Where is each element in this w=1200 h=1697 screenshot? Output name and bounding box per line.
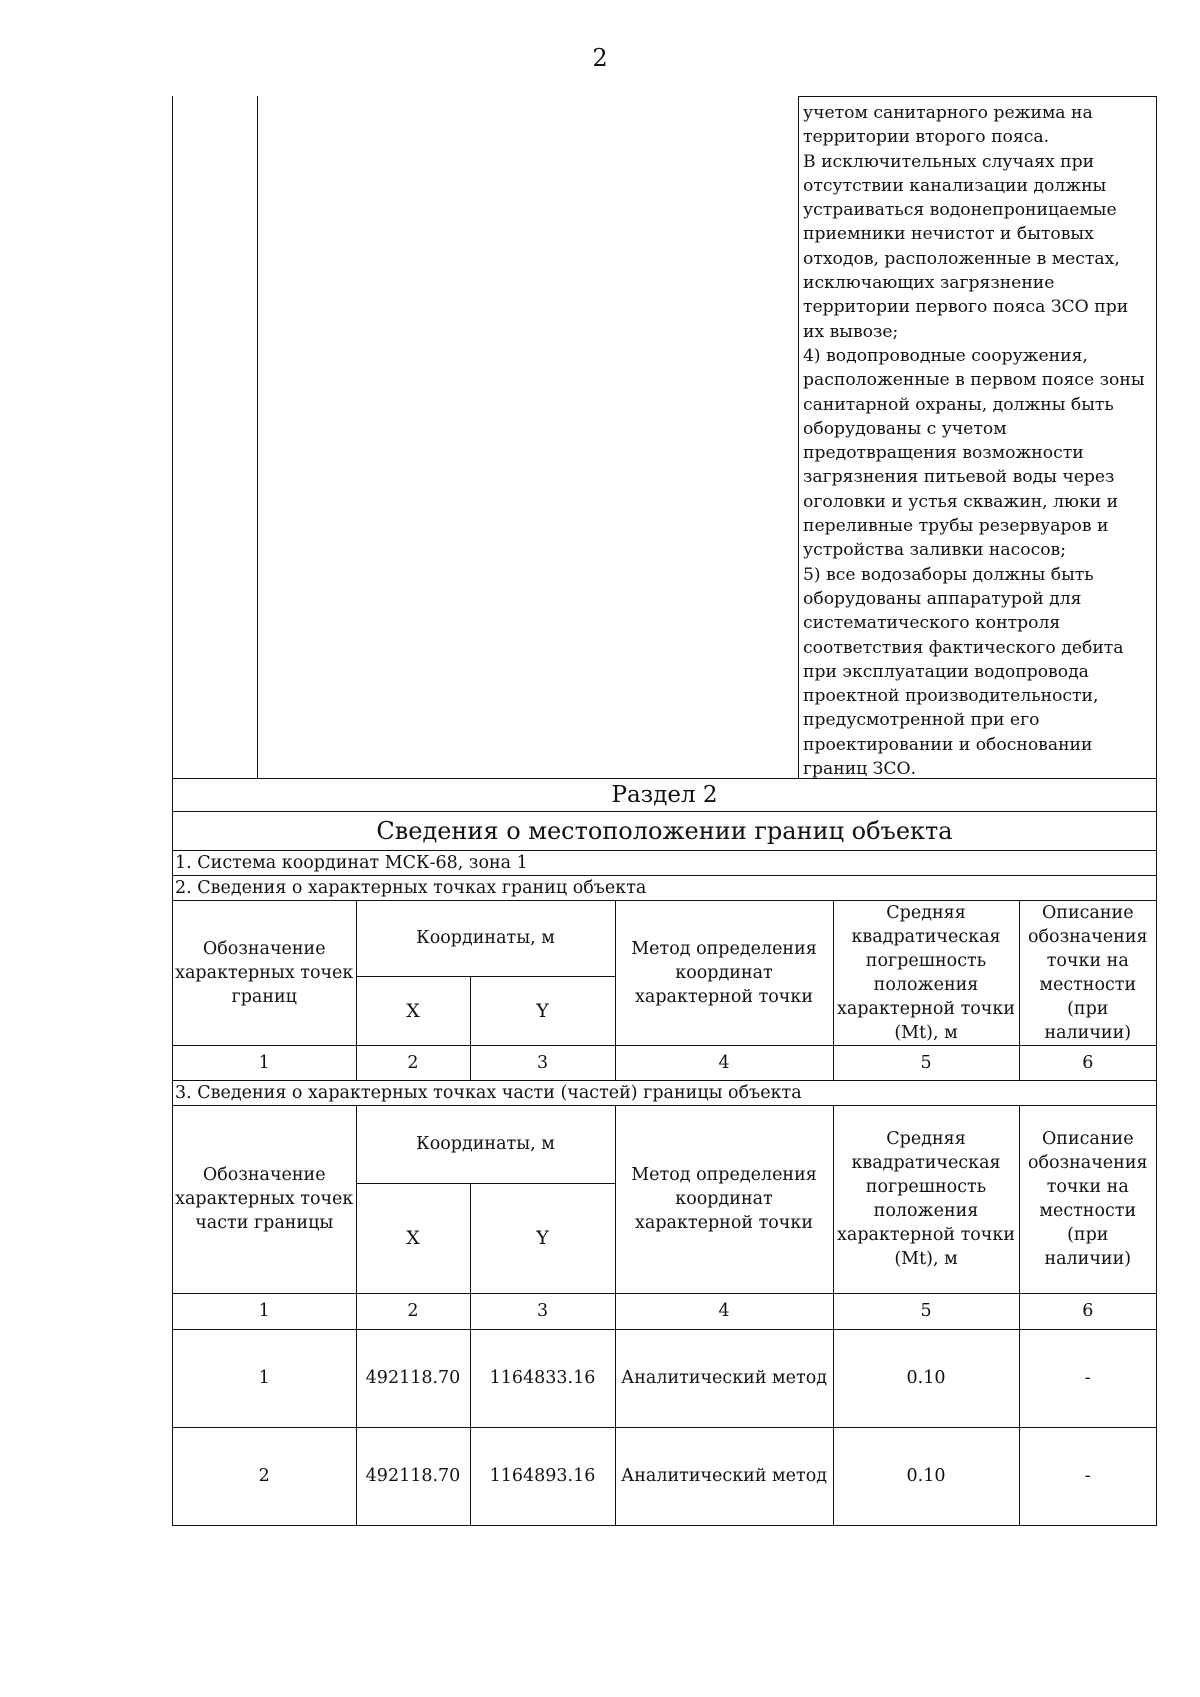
document-table	[172, 96, 1157, 1526]
table2-title: 3. Сведения о характерных точках части (частей) границы объекта	[173, 1080, 1156, 1105]
part-boundary-points-table	[173, 1105, 1156, 1526]
col-number: 1	[173, 1293, 356, 1329]
empty-cell-number	[173, 96, 258, 778]
empty-cell-name	[258, 96, 799, 778]
header-desc: Описание обозначения точки на местности (при наличии)	[1019, 901, 1156, 1046]
point-id: 2	[173, 1427, 356, 1525]
continuation-block	[172, 96, 1157, 778]
col-number: 1	[173, 1046, 356, 1080]
col-number: 6	[1019, 1046, 1156, 1080]
header-y: Y	[470, 976, 615, 1045]
header-point: Обозначение характерных точек границ	[173, 901, 356, 1046]
table-row	[173, 1427, 1156, 1525]
point-error: 0.10	[833, 1329, 1019, 1427]
col-number: 2	[356, 1293, 470, 1329]
header-desc: Описание обозначения точки на местности (при наличии)	[1019, 1105, 1156, 1293]
point-method: Аналитический метод	[615, 1329, 833, 1427]
col-number: 6	[1019, 1293, 1156, 1329]
section-2	[172, 778, 1157, 1526]
table-row	[173, 1329, 1156, 1427]
col-number: 3	[470, 1293, 615, 1329]
header-coords: Координаты, м	[356, 901, 615, 977]
continuation-text	[799, 96, 1157, 778]
section-subtitle: Сведения о местоположении границ объекта	[173, 811, 1156, 850]
point-desc: -	[1019, 1427, 1156, 1525]
col-number: 5	[833, 1293, 1019, 1329]
boundary-points-table	[173, 900, 1156, 1080]
header-coords: Координаты, м	[356, 1105, 615, 1183]
header-y: Y	[470, 1183, 615, 1293]
header-error: Средняя квадратическая погрешность положения характерной точки (Mt), м	[833, 1105, 1019, 1293]
header-point: Обозначение характерных точек части границы	[173, 1105, 356, 1293]
col-number: 4	[615, 1046, 833, 1080]
text-paragraph: В исключительных случаях при отсутствии канализации должны устраиваться водонепроницаемые приемники нечистот и бытовых отходов, расположенные в местах, исключающих загрязнение территории первого пояса ЗСО при их вывозе;	[803, 151, 1129, 342]
col-number: 4	[615, 1293, 833, 1329]
text-paragraph: 5) все водозаборы должны быть оборудованы аппаратурой для систематического контроля соответствия фактического дебита при эксплуатации водопровода проектной производительности, предусмотренной при его проектировании и обосновании границ ЗСО.	[803, 564, 1124, 780]
point-method: Аналитический метод	[615, 1427, 833, 1525]
col-number: 3	[470, 1046, 615, 1080]
point-desc: -	[1019, 1329, 1156, 1427]
point-y: 1164833.16	[470, 1329, 615, 1427]
header-method: Метод определения координат характерной точки	[615, 1105, 833, 1293]
header-error: Средняя квадратическая погрешность положения характерной точки (Mt), м	[833, 901, 1019, 1046]
page-number: 2	[592, 44, 608, 72]
section-title: Раздел 2	[173, 778, 1156, 811]
header-x: X	[356, 976, 470, 1045]
point-x: 492118.70	[356, 1427, 470, 1525]
point-error: 0.10	[833, 1427, 1019, 1525]
point-y: 1164893.16	[470, 1427, 615, 1525]
text-paragraph: 4) водопроводные сооружения, расположенные в первом поясе зоны санитарной охраны, должны быть оборудованы с учетом предотвращения возможности загрязнения питьевой воды через оголовки и устья скважин, люки и переливные трубы резервуаров и устройства заливки насосов;	[803, 345, 1145, 561]
table1-title: 2. Сведения о характерных точках границ объекта	[173, 875, 1156, 900]
coord-system: 1. Система координат МСК-68, зона 1	[173, 850, 1156, 875]
text-paragraph: учетом санитарного режима на территории второго пояса.	[803, 103, 1093, 148]
point-id: 1	[173, 1329, 356, 1427]
header-x: X	[356, 1183, 470, 1293]
col-number: 2	[356, 1046, 470, 1080]
header-method: Метод определения координат характерной точки	[615, 901, 833, 1046]
point-x: 492118.70	[356, 1329, 470, 1427]
col-number: 5	[833, 1046, 1019, 1080]
